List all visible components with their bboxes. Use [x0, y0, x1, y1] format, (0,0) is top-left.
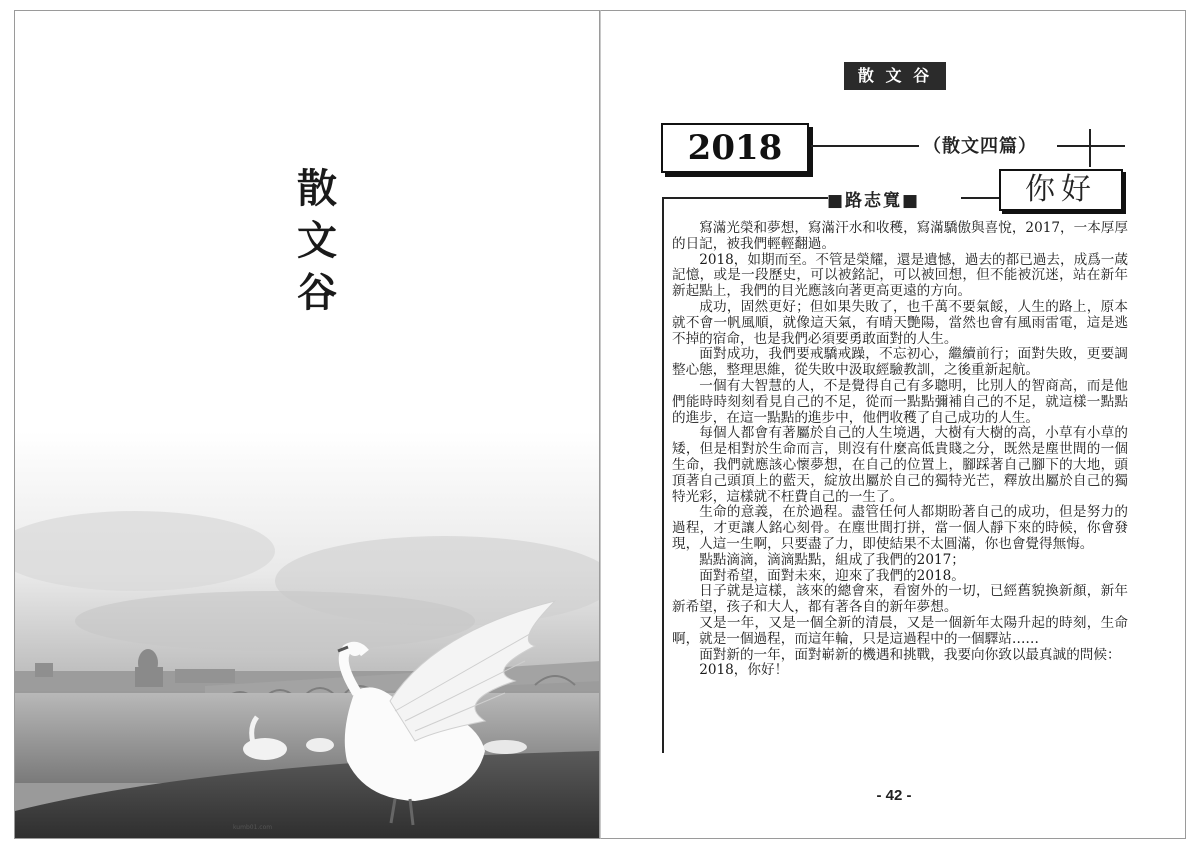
- left-page: [14, 10, 600, 839]
- vertical-section-title: [292, 163, 342, 319]
- paragraph: 面對成功，我們要戒驕戒躁，不忘初心，繼續前行；面對失敗，更要調整心態，整理思維，從失敗中汲取經驗教訓，之後重新起航。: [672, 346, 1128, 379]
- page-number: - 42 -: [876, 787, 912, 804]
- swan-lake-photo: [15, 431, 600, 839]
- divider-line: [662, 197, 828, 199]
- right-page: [600, 10, 1186, 839]
- paragraph: 成功，固然更好；但如果失敗了，也千萬不要氣餒，人生的路上，原本就不會一帆風順，就像這天氣，有晴天艷陽，當然也會有風雨雷電，這是逃不掉的宿命，也是我們必須要勇敢面對的人生。: [672, 298, 1128, 347]
- year-title-box: 2018: [661, 123, 809, 173]
- title-char: 散: [297, 165, 337, 212]
- paragraph: 2018，如期而至。不管是榮耀，還是遺憾，過去的都已過去，成爲一葴記憶，或是一段歷史，可以被銘記，可以被回想，但不能被沉迷，站在新年新起點上，我們的目光應該向著更高更遠的方向。: [672, 251, 1128, 300]
- divider-line: [811, 145, 919, 147]
- paragraph: 一個有大智慧的人，不是覺得自己有多聰明，比別人的智商高，而是他們能時時刻刻看見自己的不足，從而一點點彌補自己的不足，就這樣一點點的進步，在這一點點的進步中，他們收穫了自己成功的人生。: [672, 377, 1128, 426]
- paragraph: 2018，你好！: [699, 662, 789, 679]
- article-body: [672, 221, 1128, 679]
- paragraph: 生命的意義，在於過程。盡管任何人都期盼著自己的成功，但是努力的過程，才更讓人銘心刻骨。在塵世間打拼，當一個人靜下來的時候，你會發現，人這一生啊，只要盡了力，即使結果不太圓滿，你也會覺得無悔。: [672, 504, 1128, 552]
- paragraph: 面對新的一年，面對嶄新的機遇和挑戰，我要向你致以最真誠的問候：: [699, 646, 1121, 663]
- margin-rule: [662, 197, 664, 753]
- paragraph: 點點滴滴，滴滴點點，組成了我們的2017；: [699, 551, 965, 568]
- title-char: 谷: [297, 269, 337, 316]
- paragraph: 又是一年，又是一個全新的清晨，又是一個新年太陽升起的時刻，生命啊，就是一個過程，而這年輪，只是這過程中的一個驛站……: [672, 614, 1128, 647]
- paragraph: 面對希望，面對未來，迎來了我們的2018。: [699, 567, 965, 584]
- photo-credit: kumb01.com: [233, 824, 273, 831]
- paragraph: 寫滿光榮和夢想，寫滿汗水和收穫，寫滿驕傲與喜悅，2017，一本厚厚的日記，被我們輕輕翻過。: [672, 220, 1128, 252]
- divider-line: [1089, 129, 1091, 167]
- divider-line: [961, 197, 1001, 199]
- divider-line: [1057, 145, 1125, 147]
- article-subtitle: （散文四篇）: [923, 136, 1037, 157]
- author-name: ■路志寬■: [827, 191, 921, 211]
- section-badge: 散 文 谷: [844, 62, 946, 90]
- paragraph: 日子就是這樣，該來的總會來，看窗外的一切，已經舊貌換新顏，新年新希望，孩子和大人，都有著各自的新年夢想。: [672, 583, 1128, 616]
- paragraph: 每個人都會有著屬於自己的人生境遇，大樹有大樹的高，小草有小草的矮，但是相對於生命而言，則沒有什麼高低貴賤之分，既然是塵世間的一個生命，我們就應該心懷夢想，在自己的位置上，腳踩著自己腳下的大地，頭頂著自己頭頂上的藍天，綻放出屬於自己的獨特光芒，釋放出屬於自己的獨特光彩，這樣就不枉費自己的一生了。: [672, 425, 1128, 505]
- hello-calligraphy-box: 你好: [999, 169, 1123, 211]
- title-char: 文: [297, 217, 337, 264]
